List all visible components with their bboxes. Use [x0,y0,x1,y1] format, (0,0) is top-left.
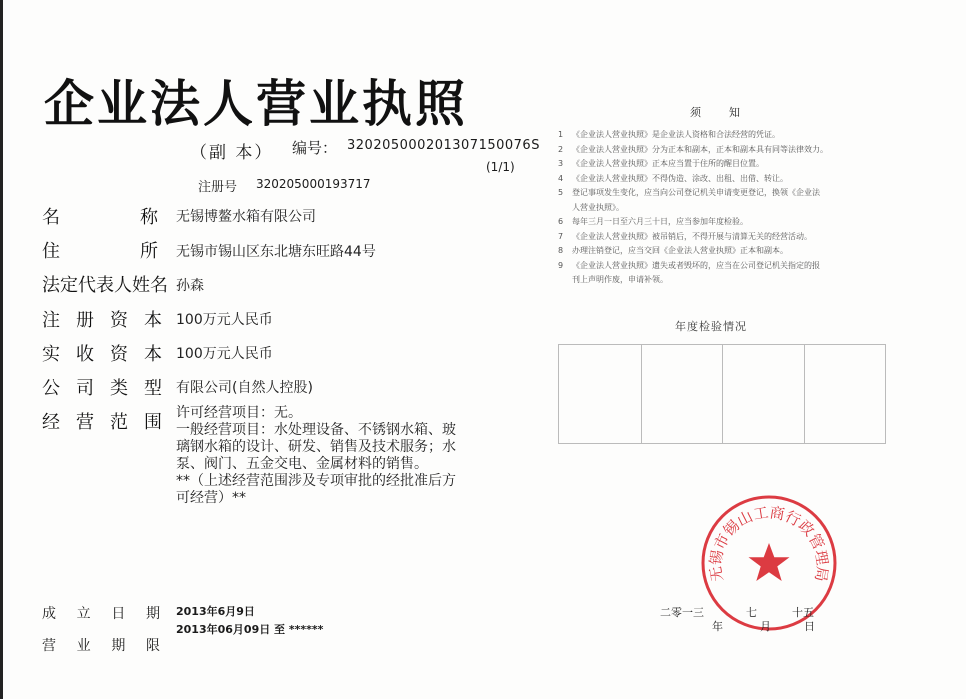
annual-check-cell [804,345,886,443]
business-scope-label: 经 营 范 围 [42,412,162,433]
company-type-value: 有限公司(自然人控股) [176,380,313,396]
notice-title: 须知 [690,106,768,119]
scope-line: 可经营）** [176,490,246,506]
address-label: 住 所 [42,241,158,262]
notice-item: 4 《企业法人营业执照》不得伪造、涂改、出租、出借、转让。 [558,173,788,183]
issue-year-char: 年 [712,620,723,633]
name-label: 名 称 [42,207,158,228]
annual-check-cell [641,345,723,443]
annual-check-cell [559,345,641,443]
scope-line: 许可经营项目：无。 [176,405,302,421]
issue-date [652,604,822,634]
legal-rep-label: 法定代表人姓名 [42,275,168,296]
left-edge-border [0,0,3,699]
copy-label: （副 本） [190,143,274,163]
notice-item: 人营业执照》。 [572,202,624,212]
serial-number-value: 320205000201307150076S [347,138,540,153]
registered-capital-value: 100万元人民币 [176,312,273,328]
notice-item: 7 《企业法人营业执照》被吊销后，不得开展与清算无关的经营活动。 [558,231,812,241]
annual-check-cell [722,345,804,443]
annual-check-title: 年度检验情况 [675,320,747,333]
serial-number-label: 编号： [292,139,338,157]
issue-day-char: 日 [804,620,815,633]
issue-year-prefix: 二零一三 [660,606,704,619]
notice-list [558,128,888,288]
notice-item: 3 《企业法人营业执照》正本应当置于住所的醒目位置。 [558,159,764,168]
document-title: 企业法人营业执照 [44,74,468,133]
scope-line: 一般经营项目：水处理设备、不锈钢水箱、玻 [176,422,456,438]
address-value: 无锡市锡山区东北塘东旺路44号 [176,244,376,260]
notice-item: 2 《企业法人营业执照》分为正本和副本，正本和副本具有同等法律效力。 [558,144,828,154]
scope-line: 璃钢水箱的设计、研发、销售及技术服务；水 [176,439,456,455]
issue-month-num: 七 [746,606,757,619]
scope-line: 泵、阀门、五金交电、金属材料的销售。 [176,456,428,472]
issue-month-char: 月 [760,620,771,633]
established-date-label: 成 立 日 期 [42,606,160,622]
paid-capital-value: 100万元人民币 [176,346,273,362]
seal-text: 无锡市锡山工商行政管理局 [706,503,832,583]
business-scope-value [176,405,506,507]
notice-item: 8 办理注销登记，应当交回《企业法人营业执照》正本和副本。 [558,246,788,255]
scope-line: **（上述经营范围涉及专项审批的经批准后方 [176,473,456,489]
notice-item: 6 每年三月一日至六月三十日，应当参加年度检验。 [558,217,748,226]
notice-item: 1 《企业法人营业执照》是企业法人资格和合法经营的凭证。 [558,130,780,139]
business-term-value: 2013年06月09日 至 ****** [176,623,324,636]
annual-check-grid [558,344,886,444]
company-type-label: 公 司 类 型 [42,378,162,399]
notice-item: 刊上声明作废，申请补领。 [572,275,668,284]
business-term-label: 营 业 期 限 [42,638,160,654]
registration-number-label: 注册号 [198,180,238,195]
name-value: 无锡博鳌水箱有限公司 [176,209,316,225]
legal-rep-value: 孙森 [176,278,204,294]
established-date-value: 2013年6月9日 [176,605,255,618]
notice-item: 9 《企业法人营业执照》遗失或者毁坏的，应当在公司登记机关指定的报 [558,260,820,270]
registration-number-value: 320205000193717 [256,177,371,191]
issue-day-num: 十五 [792,606,814,619]
paid-capital-label: 实 收 资 本 [42,344,162,365]
registered-capital-label: 注 册 资 本 [42,310,162,331]
notice-item: 5 登记事项发生变化，应当向公司登记机关申请变更登记，换领《企业法 [558,188,820,197]
page-count: (1/1) [486,160,515,174]
